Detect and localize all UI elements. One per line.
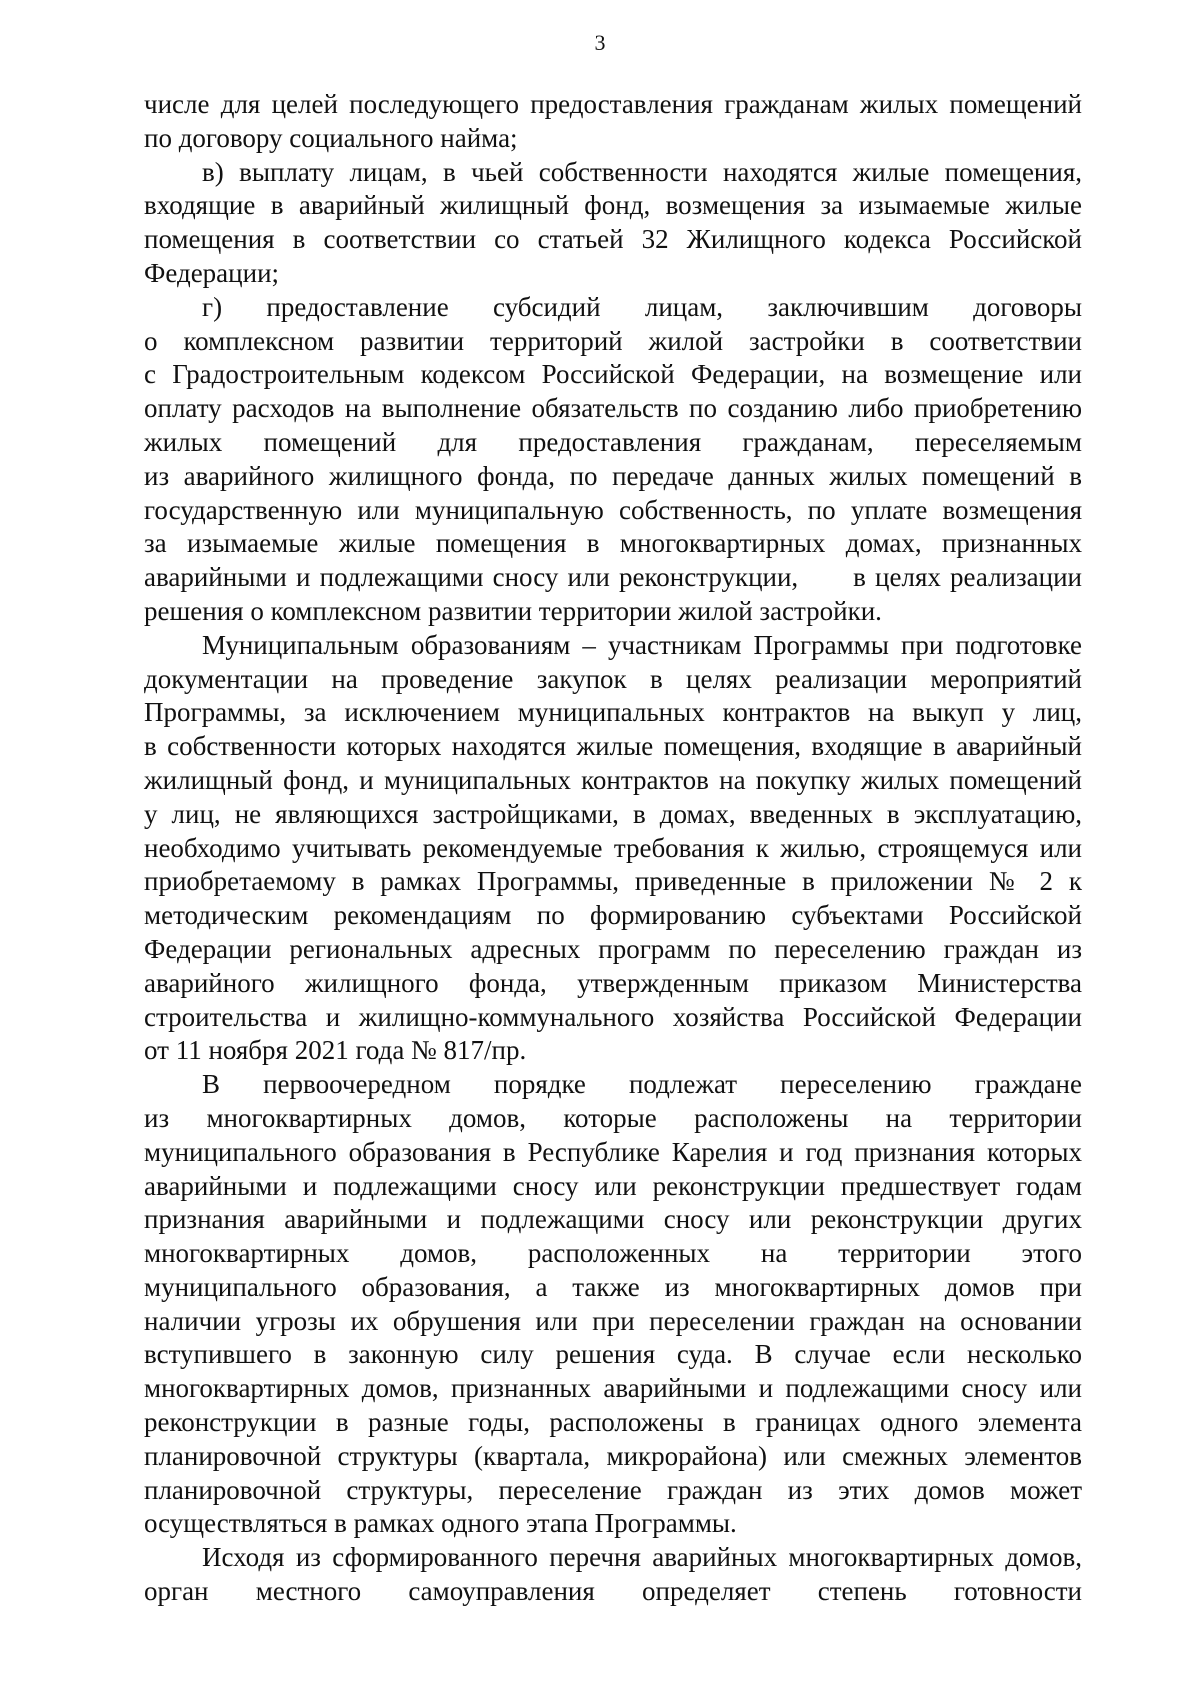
text-line: из аварийного жилищного фонда, по передаче данных жилых помещений в [144, 460, 1082, 491]
text-line: о комплексном развитии территорий жилой застройки в соответствии [144, 325, 1082, 356]
text-line: от 11 ноября 2021 года № 817/пр. [144, 1035, 527, 1066]
text-line: государственную или муниципальную собственность, по уплате возмещения [144, 494, 1082, 525]
text-line: В первоочередном порядке подлежат переселению граждане [202, 1069, 1082, 1100]
text-line: Муниципальным образованиям – участникам Программы при подготовке [202, 629, 1082, 660]
text-line: планировочной структуры (квартала, микрорайона) или смежных элементов [144, 1440, 1082, 1471]
document-body [144, 88, 1082, 1609]
text-line: Программы, за исключением муниципальных контрактов на выкуп у лиц, [144, 697, 1082, 728]
text-line: наличии угрозы их обрушения или при переселении граждан на основании [144, 1305, 1082, 1336]
text-line: жилищный фонд, и муниципальных контрактов на покупку жилых помещений [144, 764, 1082, 795]
text-line: муниципального образования, а также из многоквартирных домов при [144, 1271, 1082, 1302]
text-line: решения о комплексном развитии территории жилой застройки. [144, 595, 882, 626]
text-line: помещения в соответствии со статьей 32 Жилищного кодекса Российской [144, 224, 1082, 255]
text-line: муниципального образования в Республике Карелия и год признания которых [144, 1136, 1082, 1167]
text-line: признания аварийными и подлежащими сносу или реконструкции других [144, 1204, 1082, 1235]
text-line: Федерации региональных адресных программ по переселению граждан из [144, 933, 1082, 964]
text-line: вступившего в законную силу решения суда. В случае если несколько [144, 1339, 1082, 1370]
text-line: из многоквартирных домов, которые расположены на территории [144, 1102, 1082, 1133]
text-line: строительства и жилищно-коммунального хозяйства Российской Федерации [144, 1001, 1082, 1032]
text-line: реконструкции в разные годы, расположены в границах одного элемента [144, 1407, 1082, 1438]
text-line: за изымаемые жилые помещения в многоквартирных домах, признанных [144, 528, 1082, 559]
text-line: числе для целей последующего предоставления гражданам жилых помещений [144, 89, 1082, 119]
text-line: Исходя из сформированного перечня аварийных многоквартирных домов, [202, 1542, 1082, 1573]
text-line: с Градостроительным кодексом Российской Федерации, на возмещение или [144, 359, 1082, 390]
text-line: у лиц, не являющихся застройщиками, в домах, введенных в эксплуатацию, [144, 798, 1082, 829]
text-line: жилых помещений для предоставления гражданам, переселяемым [144, 426, 1082, 457]
text-line: приобретаемому в рамках Программы, приведенные в приложении № 2 к [144, 866, 1082, 897]
text-line: многоквартирных домов, признанных аварийными и подлежащими сносу или [144, 1373, 1082, 1404]
text-line: в) выплату лицам, в чьей собственности находятся жилые помещения, [202, 156, 1082, 187]
text-line: необходимо учитывать рекомендуемые требования к жилью, строящемуся или [144, 832, 1082, 863]
text-line: г) предоставление субсидий лицам, заключившим договоры [202, 291, 1082, 322]
text-line: оплату расходов на выполнение обязательств по созданию либо приобретению [144, 393, 1082, 424]
text-line: Федерации; [144, 257, 280, 288]
text-line: документации на проведение закупок в целях реализации мероприятий [144, 663, 1082, 694]
text-line: входящие в аварийный жилищный фонд, возмещения за изымаемые жилые [144, 190, 1082, 221]
text-line: аварийного жилищного фонда, утвержденным приказом Министерства [144, 967, 1082, 998]
text-line: орган местного самоуправления определяет степень готовности [144, 1576, 1082, 1607]
text-line: осуществляться в рамках одного этапа Программы. [144, 1508, 737, 1539]
text-line: планировочной структуры, переселение граждан из этих домов может [144, 1474, 1082, 1505]
text-line: по договору социального найма; [144, 122, 518, 153]
page-number: 3 [594, 30, 606, 55]
text-line: аварийными и подлежащими сносу или реконструкции предшествует годам [144, 1170, 1082, 1201]
text-line: в собственности которых находятся жилые помещения, входящие в аварийный [144, 731, 1082, 762]
text-line: методическим рекомендациям по формированию субъектами Российской [144, 900, 1082, 931]
text-line: аварийными и подлежащими сносу или реконструкции, в целях реализации [144, 562, 1082, 593]
text-line: многоквартирных домов, расположенных на территории этого [144, 1238, 1082, 1269]
